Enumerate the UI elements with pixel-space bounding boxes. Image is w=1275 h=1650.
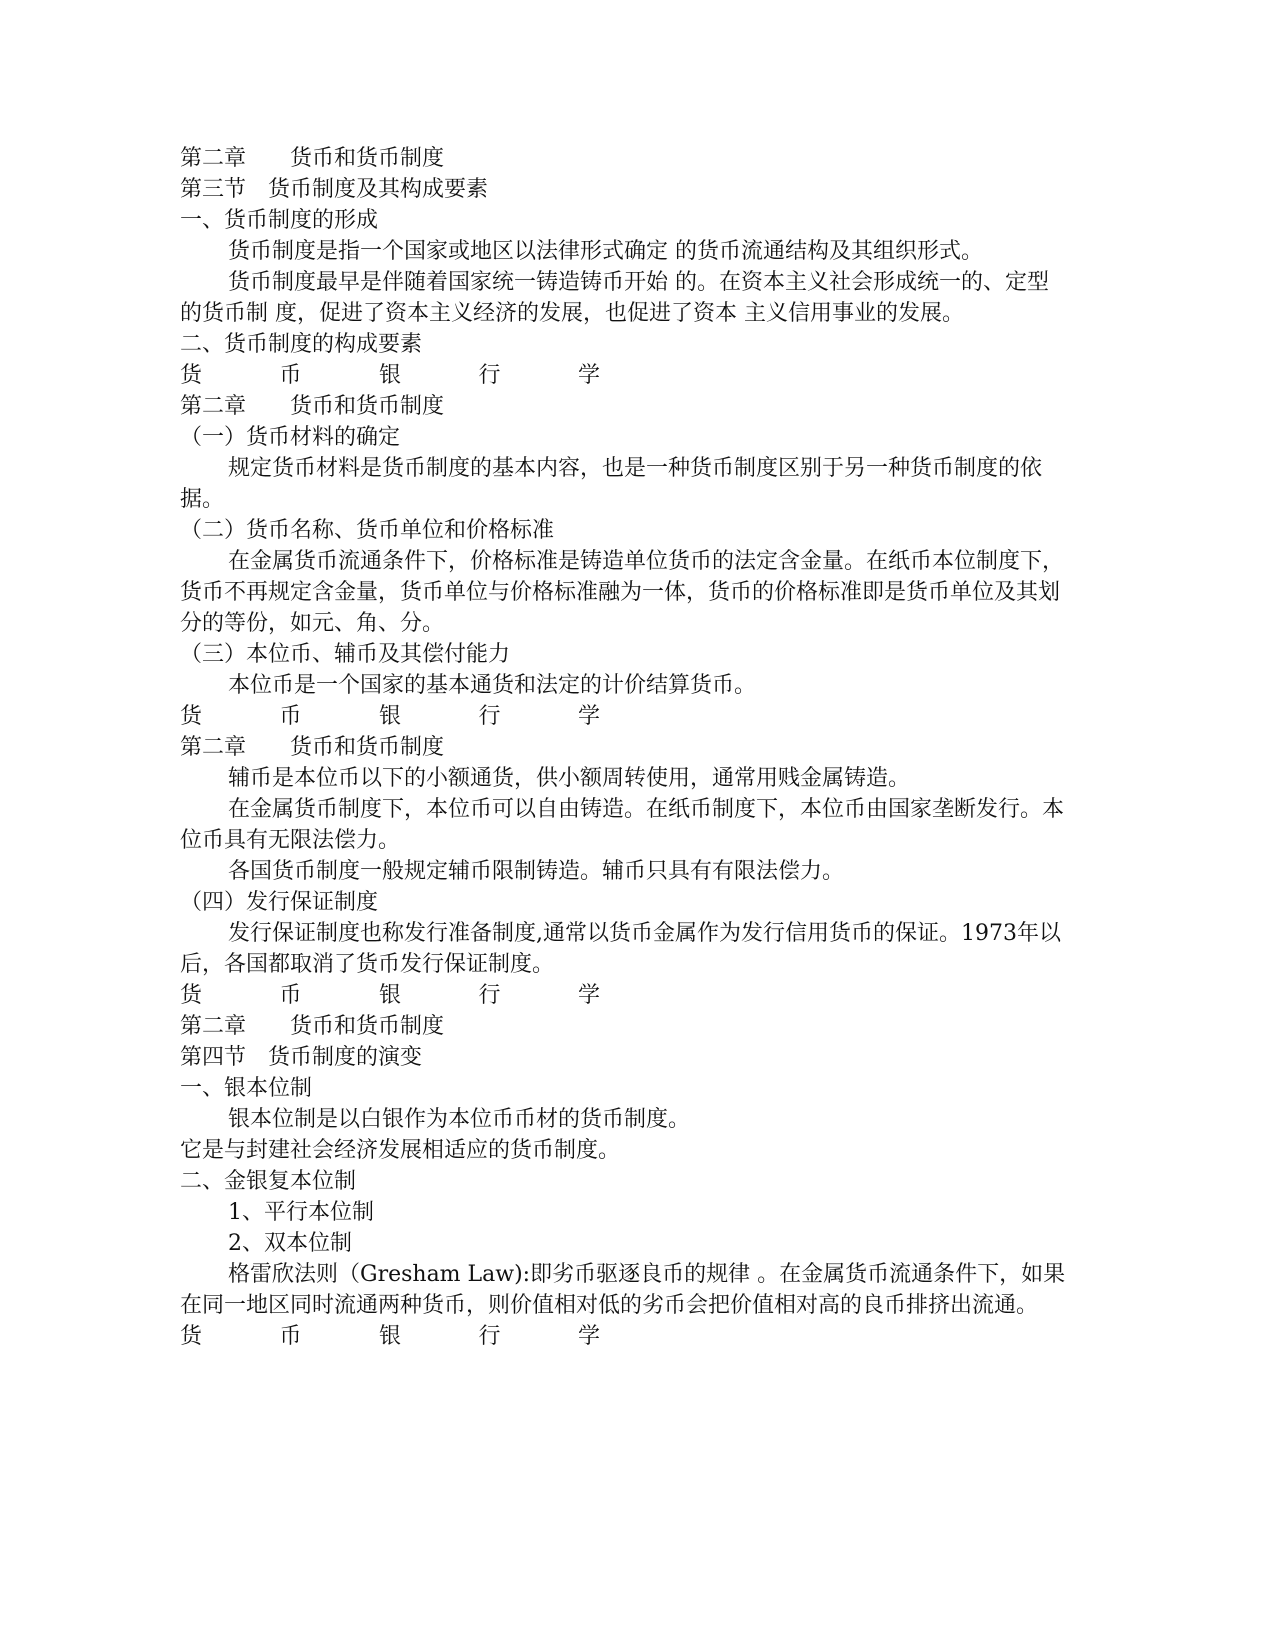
paragraph: 规定货币材料是货币制度的基本内容，也是一种货币制度区别于另一种货币制度的依据。	[180, 456, 1043, 512]
chapter-title: 第二章 货币和货币制度	[180, 394, 445, 419]
paragraph: 它是与封建社会经济发展相适应的货币制度。	[180, 1138, 621, 1163]
course-title	[180, 980, 600, 1011]
list-item: 1、平行本位制	[228, 1200, 374, 1225]
course-title-char: 行	[478, 704, 501, 729]
chapter-title: 第二章 货币和货币制度	[180, 146, 445, 171]
paragraph: 银本位制是以白银作为本位币币材的货币制度。	[228, 1107, 691, 1132]
paragraph: 格雷欣法则（Gresham Law):即劣币驱逐良币的规律 。在金属货币流通条件下，如果在同一地区同时流通两种货币，则价值相对低的劣币会把价值相对高的良币排挤出流通。	[180, 1262, 1066, 1318]
course-title-char: 银	[378, 1324, 401, 1349]
course-title-char: 行	[478, 363, 501, 388]
course-title	[180, 360, 600, 391]
paragraph: 本位币是一个国家的基本通货和法定的计价结算货币。	[228, 673, 757, 698]
subsection-heading: 二、货币制度的构成要素	[180, 332, 423, 357]
course-title-char: 行	[478, 1324, 501, 1349]
section-title: 第三节 货币制度及其构成要素	[180, 177, 489, 202]
item-heading: （一）货币材料的确定	[180, 425, 401, 450]
course-title-char: 学	[577, 363, 600, 388]
course-title-char: 货	[180, 363, 203, 388]
course-title-char: 学	[577, 983, 600, 1008]
course-title-char: 银	[378, 704, 401, 729]
item-heading: （四）发行保证制度	[180, 890, 379, 915]
item-heading: （二）货币名称、货币单位和价格标准	[180, 518, 555, 543]
document-page	[180, 143, 1070, 1352]
list-item: 2、双本位制	[228, 1231, 352, 1256]
course-title-char: 学	[577, 1324, 600, 1349]
course-title-char: 货	[180, 1324, 203, 1349]
course-title-char: 行	[478, 983, 501, 1008]
subsection-heading: 一、货币制度的形成	[180, 208, 379, 233]
course-title	[180, 1321, 600, 1352]
course-title-char: 币	[279, 983, 302, 1008]
course-title-char: 币	[279, 704, 302, 729]
paragraph: 发行保证制度也称发行准备制度,通常以货币金属作为发行信用货币的保证。1973年以后，各国都取消了货币发行保证制度。	[180, 921, 1061, 977]
paragraph: 货币制度最早是伴随着国家统一铸造铸币开始 的。在资本主义社会形成统一的、定型的货币制 度，促进了资本主义经济的发展，也促进了资本 主义信用事业的发展。	[180, 270, 1049, 326]
course-title-char: 学	[577, 704, 600, 729]
course-title-char: 币	[279, 1324, 302, 1349]
subsection-heading: 一、银本位制	[180, 1076, 313, 1101]
course-title-char: 货	[180, 983, 203, 1008]
chapter-title: 第二章 货币和货币制度	[180, 735, 445, 760]
course-title-char: 货	[180, 704, 203, 729]
paragraph: 货币制度是指一个国家或地区以法律形式确定 的货币流通结构及其组织形式。	[228, 239, 983, 264]
course-title	[180, 701, 600, 732]
section-title: 第四节 货币制度的演变	[180, 1045, 423, 1070]
item-heading: （三）本位币、辅币及其偿付能力	[180, 642, 511, 667]
course-title-char: 银	[378, 983, 401, 1008]
course-title-char: 币	[279, 363, 302, 388]
subsection-heading: 二、金银复本位制	[180, 1169, 357, 1194]
paragraph: 各国货币制度一般规定辅币限制铸造。辅币只具有有限法偿力。	[228, 859, 845, 884]
paragraph: 在金属货币制度下，本位币可以自由铸造。在纸币制度下，本位币由国家垄断发行。本位币具有无限法偿力。	[180, 797, 1065, 853]
paragraph: 在金属货币流通条件下，价格标准是铸造单位货币的法定含金量。在纸币本位制度下，货币不再规定含金量，货币单位与价格标准融为一体，货币的价格标准即是货币单位及其划分的等份，如元、角、分。	[180, 549, 1065, 636]
chapter-title: 第二章 货币和货币制度	[180, 1014, 445, 1039]
course-title-char: 银	[378, 363, 401, 388]
paragraph: 辅币是本位币以下的小额通货，供小额周转使用，通常用贱金属铸造。	[228, 766, 911, 791]
